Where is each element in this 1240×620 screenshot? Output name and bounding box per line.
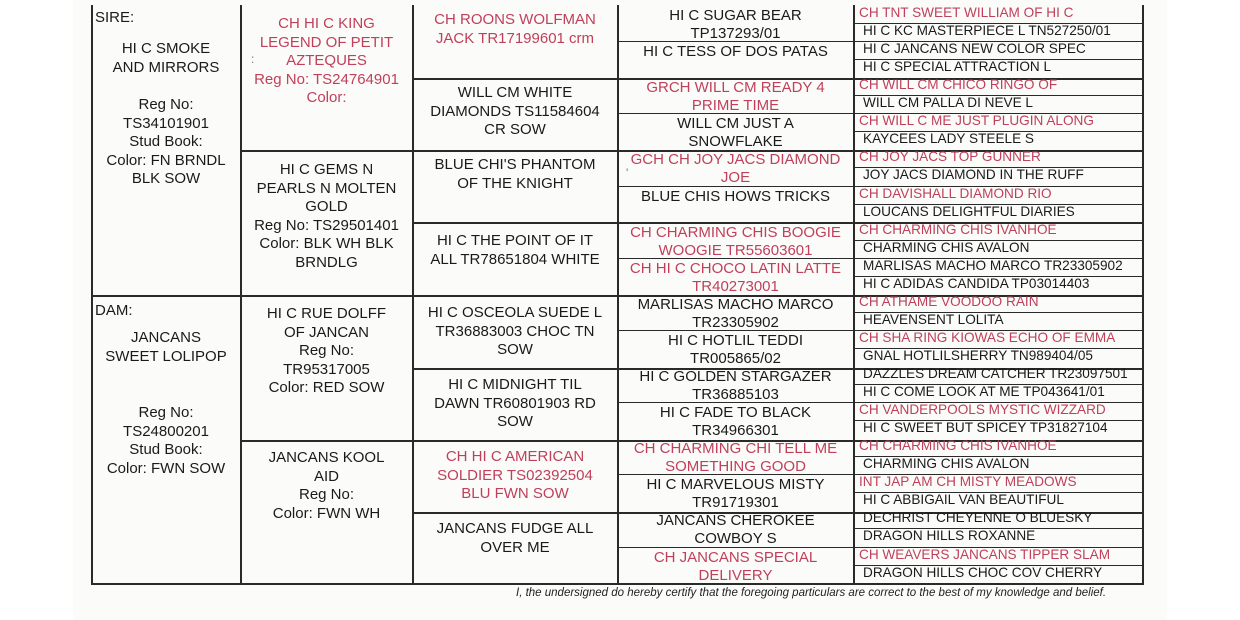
gen4-entry: GCH CH JOY JACS DIAMOND JOE bbox=[630, 151, 841, 187]
sire-sire-entry: CH HI C KING LEGEND OF PETIT AZTEQUES Reg No: TS24764901 Color: bbox=[254, 15, 399, 106]
sire-name: HI C SMOKE AND MIRRORS bbox=[112, 40, 220, 76]
gen3-entry-8: JANCANS FUDGE ALL OVER ME bbox=[436, 520, 594, 556]
gen3-entry-3: BLUE CHI'S PHANTOM OF THE KNIGHT bbox=[434, 156, 596, 192]
gen5-entry: CH ATHAME VOODOO RAIN bbox=[859, 293, 1039, 309]
gen5-entry: CH WEAVERS JANCANS TIPPER SLAM bbox=[859, 546, 1111, 562]
gen3-entry-4: HI C THE POINT OF IT ALL TR78651804 WHITE bbox=[430, 232, 600, 268]
gen5-entry: HI C COME LOOK AT ME TP043641/01 bbox=[863, 384, 1105, 400]
gen5-entry: CH DAVISHALL DIAMOND RIO bbox=[859, 185, 1052, 201]
gen5-entry: CH SHA RING KIOWAS ECHO OF EMMA bbox=[859, 329, 1116, 345]
scan-speck: : bbox=[251, 52, 255, 66]
gen5-entry: INT JAP AM CH MISTY MEADOWS bbox=[859, 474, 1077, 490]
gen5-entry: CH VANDERPOOLS MYSTIC WIZZARD bbox=[859, 402, 1106, 418]
scan-speck: ' bbox=[626, 166, 629, 180]
gen5-entry: DECHRIST CHEYENNE O BLUESKY bbox=[863, 510, 1093, 526]
gen3-entry-2: WILL CM WHITE DIAMONDS TS11584604 CR SOW bbox=[430, 84, 600, 138]
gen3-entry-6: HI C MIDNIGHT TIL DAWN TR60801903 RD SOW bbox=[434, 376, 596, 430]
gen5-entry: DRAGON HILLS CHOC COV CHERRY bbox=[863, 564, 1103, 580]
gen5-entry: HI C SPECIAL ATTRACTION L bbox=[863, 59, 1052, 75]
gen5-entry: DAZZLES DREAM CATCHER TR23097501 bbox=[863, 366, 1128, 381]
gen5-entry: CH TNT SWEET WILLIAM OF HI C bbox=[859, 5, 1074, 20]
dam-label: DAM: bbox=[95, 302, 133, 319]
gen5-entry: DRAGON HILLS ROXANNE bbox=[863, 528, 1036, 544]
gen4-entry: CH HI C CHOCO LATIN LATTE TR40273001 bbox=[629, 259, 842, 295]
gen4-entry: JANCANS CHEROKEE COWBOY S bbox=[656, 512, 815, 548]
gen5-entry: CHARMING CHIS AVALON bbox=[863, 239, 1030, 255]
dam-registration: Reg No: TS24800201 Stud Book: Color: FWN SOW bbox=[106, 404, 226, 477]
gen5-entry: HI C ABBIGAIL VAN BEAUTIFUL bbox=[863, 492, 1064, 508]
gen5-entry: CH CHARMING CHIS IVANHOE bbox=[859, 221, 1057, 237]
gen4-entry: CH JANCANS SPECIAL DELIVERY bbox=[653, 548, 818, 584]
gen4-entry: HI C SUGAR BEAR TP137293/01 bbox=[669, 7, 802, 42]
gen5-entry: KAYCEES LADY STEELE S bbox=[863, 131, 1035, 147]
dam-dam-entry: JANCANS KOOL AID Reg No: Color: FWN WH bbox=[268, 449, 385, 522]
gen5-entry: CH JOY JACS TOP GUNNER bbox=[859, 149, 1041, 165]
gen5-entry: JOY JACS DIAMOND IN THE RUFF bbox=[863, 167, 1084, 183]
gen5-entry: GNAL HOTLILSHERRY TN989404/05 bbox=[863, 347, 1093, 363]
gen4-entry: BLUE CHIS HOWS TRICKS bbox=[641, 187, 830, 205]
gen5-entry: CHARMING CHIS AVALON bbox=[863, 456, 1030, 472]
gen5-entry: CH CHARMING CHIS IVANHOE bbox=[859, 438, 1057, 454]
gen5-entry: CH WILL C ME JUST PLUGIN ALONG bbox=[859, 113, 1094, 129]
gen4-entry: CH CHARMING CHI TELL ME SOMETHING GOOD bbox=[633, 440, 838, 476]
gen5-entry: HI C JANCANS NEW COLOR SPEC bbox=[863, 41, 1086, 57]
gen4-entry: HI C MARVELOUS MISTY TR91719301 bbox=[646, 476, 825, 512]
dam-sire-entry: HI C RUE DOLFF OF JANCAN Reg No: TR95317005 Color: RED SOW bbox=[266, 305, 387, 396]
gen4-entry: CH CHARMING CHIS BOOGIE WOOGIE TR55603601 bbox=[630, 223, 841, 259]
gen5-entry: MARLISAS MACHO MARCO TR23305902 bbox=[863, 257, 1123, 273]
gen4-entry: HI C TESS OF DOS PATAS bbox=[643, 43, 828, 61]
gen4-entry: HI C GOLDEN STARGAZER TR36885103 bbox=[639, 368, 832, 403]
dam-name: JANCANS SWEET LOLIPOP bbox=[105, 329, 227, 365]
gen4-entry: HI C HOTLIL TEDDI TR005865/02 bbox=[667, 331, 804, 367]
gen3-entry-5: HI C OSCEOLA SUEDE L TR36883003 CHOC TN SOW bbox=[427, 304, 603, 358]
gen4-entry: HI C FADE TO BLACK TR34966301 bbox=[659, 404, 812, 440]
gen5-entry: HI C ADIDAS CANDIDA TP03014403 bbox=[863, 275, 1090, 291]
gen5-entry: CH WILL CM CHICO RINGO OF bbox=[859, 77, 1058, 93]
sire-label: SIRE: bbox=[95, 9, 135, 26]
certification-statement: I, the undersigned do hereby certify that the foregoing particulars are correct to the best of my knowledge and belief. bbox=[516, 587, 1107, 599]
gen5-entry: HI C KC MASTERPIECE L TN527250/01 bbox=[863, 23, 1111, 39]
sire-registration: Reg No: TS34101901 Stud Book: Color: FN BRNDL BLK SOW bbox=[106, 96, 226, 187]
gen4-entry: GRCH WILL CM READY 4 PRIME TIME bbox=[646, 79, 825, 115]
gen3-entry-1: CH ROONS WOLFMAN JACK TR17199601 crm bbox=[434, 11, 596, 47]
gen5-entry: HI C SWEET BUT SPICEY TP31827104 bbox=[863, 420, 1108, 436]
gen3-entry-7: CH HI C AMERICAN SOLDIER TS02392504 BLU FWN SOW bbox=[437, 448, 593, 502]
gen5-entry: HEAVENSENT LOLITA bbox=[863, 311, 1004, 327]
gen4-entry: WILL CM JUST A SNOWFLAKE bbox=[677, 115, 794, 151]
gen4-entry: MARLISAS MACHO MARCO TR23305902 bbox=[637, 295, 834, 331]
gen5-entry: LOUCANS DELIGHTFUL DIARIES bbox=[863, 203, 1075, 219]
gen5-entry: WILL CM PALLA DI NEVE L bbox=[863, 95, 1033, 111]
sire-dam-entry: HI C GEMS N PEARLS N MOLTEN GOLD Reg No: TS29501401 Color: BLK WH BLK BRNDLG bbox=[254, 161, 399, 271]
